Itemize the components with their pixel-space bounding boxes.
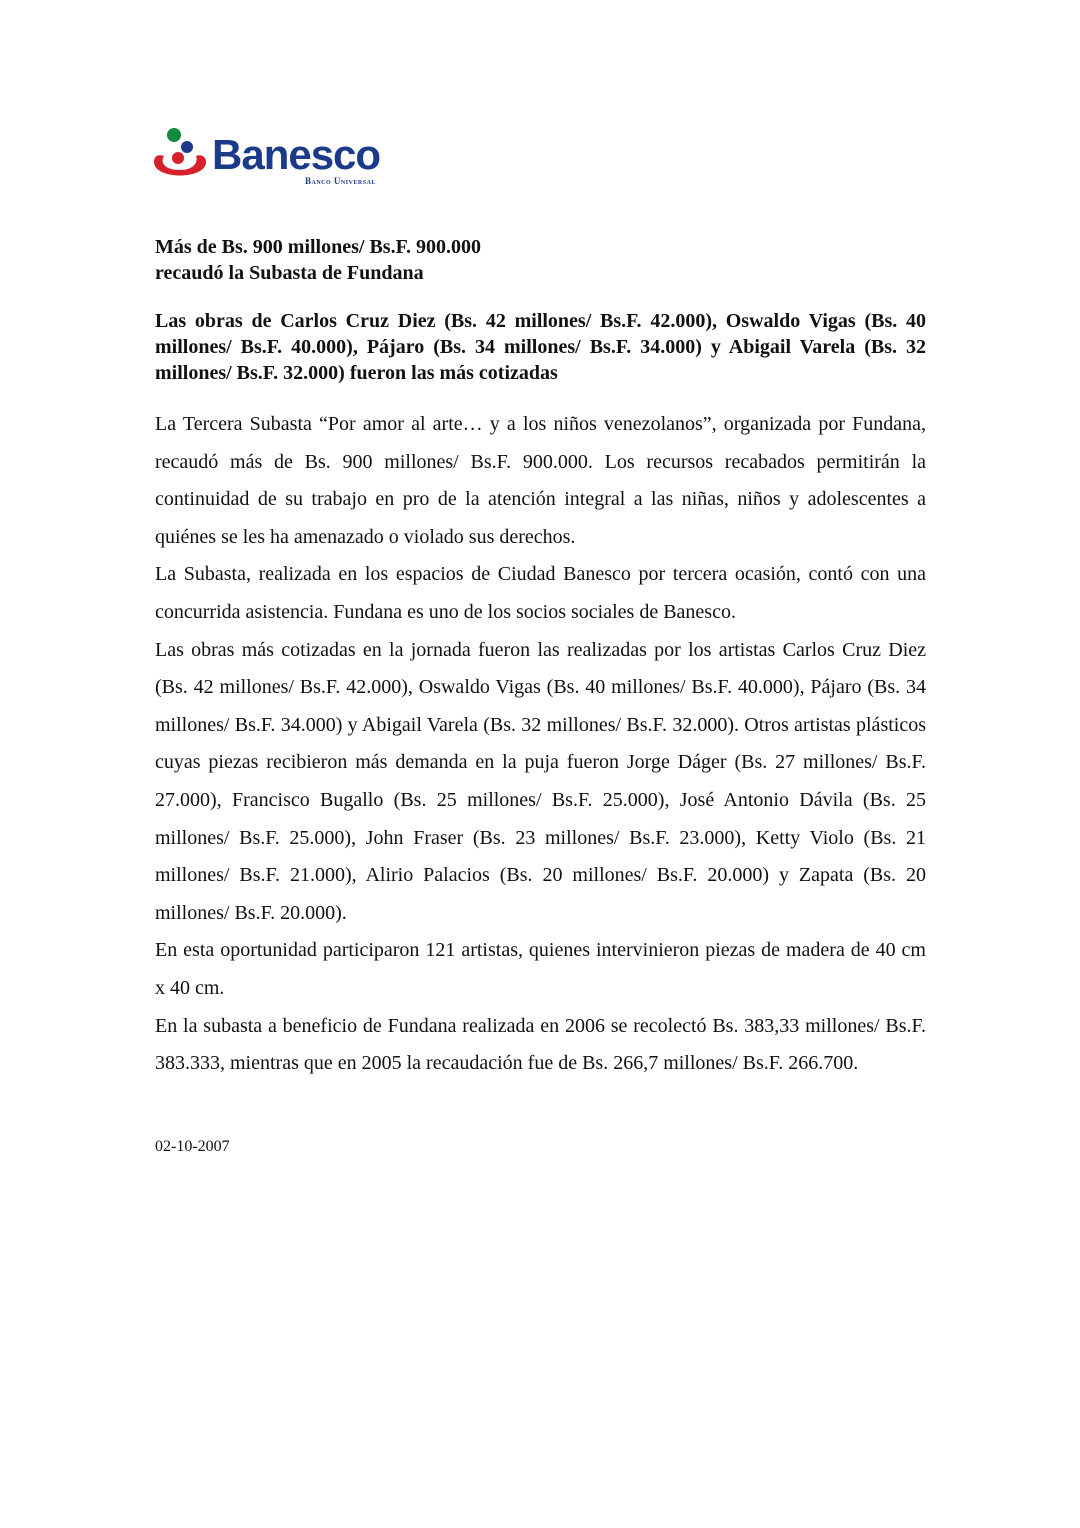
- subheadline: Las obras de Carlos Cruz Diez (Bs. 42 millones/ Bs.F. 42.000), Oswaldo Vigas (Bs. 40 millones/ Bs.F. 40.000), Pájaro (Bs. 34 millones/ Bs.F. 34.000) y Abigail Varela (Bs. 32 millones/ Bs.F. 32.000) fueron las más cotizadas: [155, 310, 926, 384]
- headline-line-1: Más de Bs. 900 millones/ Bs.F. 900.000: [155, 236, 481, 258]
- logo-wordmark: Banesco: [212, 131, 381, 178]
- headline: [155, 234, 926, 286]
- article-body: [155, 406, 926, 1083]
- article: [155, 234, 926, 1157]
- paragraph: La Tercera Subasta “Por amor al arte… y a los niños venezolanos”, organizada por Fundana, recaudó más de Bs. 900 millones/ Bs.F. 900.000. Los recursos recabados permitirán la continuidad de su trabajo en pro de la atención integral a las niñas, niños y adolescentes a quiénes se les ha amenazado o violado sus derechos.: [155, 413, 926, 548]
- logo-subtitle: Banco Universal: [305, 176, 376, 186]
- paragraph: Las obras más cotizadas en la jornada fueron las realizadas por los artistas Carlos Cruz Diez (Bs. 42 millones/ Bs.F. 42.000), Oswaldo Vigas (Bs. 40 millones/ Bs.F. 40.000), Pájaro (Bs. 34 millones/ Bs.F. 34.000) y Abigail Varela (Bs. 32 millones/ Bs.F. 32.000). Otros artistas plásticos cuyas piezas recibieron más demanda en la puja fueron Jorge Dáger (Bs. 27 millones/ Bs.F. 27.000), Francisco Bugallo (Bs. 25 millones/ Bs.F. 25.000), José Antonio Dávila (Bs. 25 millones/ Bs.F. 25.000), John Fraser (Bs. 23 millones/ Bs.F. 23.000), Ketty Violo (Bs. 21 millones/ Bs.F. 21.000), Alirio Palacios (Bs. 20 millones/ Bs.F. 20.000) y Zapata (Bs. 20 millones/ Bs.F. 20.000).: [155, 638, 926, 924]
- publication-date: 02-10-2007: [155, 1137, 230, 1155]
- paragraph: En la subasta a beneficio de Fundana realizada en 2006 se recolectó Bs. 383,33 millones/ Bs.F. 383.333, mientras que en 2005 la recaudación fue de Bs. 266,7 millones/ Bs.F. 266.700.: [155, 1014, 926, 1075]
- paragraph: La Subasta, realizada en los espacios de Ciudad Banesco por tercera ocasión, contó con una concurrida asistencia. Fundana es uno de los socios sociales de Banesco.: [155, 563, 926, 623]
- banesco-emblem-icon: [150, 126, 212, 188]
- paragraph: En esta oportunidad participaron 121 artistas, quienes intervinieron piezas de madera de 40 cm x 40 cm.: [155, 939, 926, 999]
- headline-line-2: recaudó la Subasta de Fundana: [155, 262, 424, 284]
- banesco-logo: [150, 126, 422, 190]
